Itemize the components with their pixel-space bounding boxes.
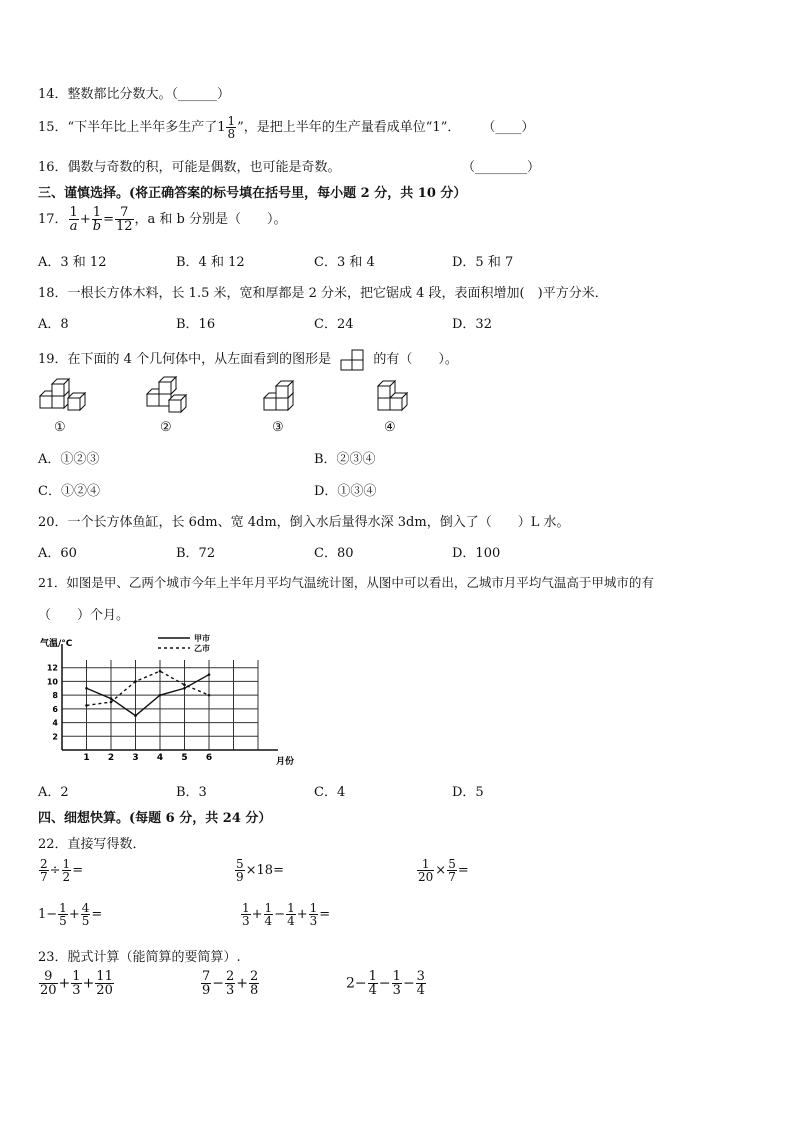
figure-label-3: ③ xyxy=(272,420,284,435)
option-c[interactable]: C．24 xyxy=(314,317,354,332)
answer-blank[interactable]: （____） xyxy=(482,120,535,135)
question-15: 15．“下半年比上半年多生产了1 $\frac{1}{8}$ ”，是把上半年的生产量看成单位“1”． （____） xyxy=(38,114,535,141)
question-21-cont: （ ）个月。 xyxy=(38,608,130,623)
option-a[interactable]: A．①②③ xyxy=(38,452,100,467)
y-tick-label: 2 xyxy=(52,732,58,742)
y-tick-label: 12 xyxy=(46,663,58,673)
legend-label: 乙市 xyxy=(194,644,210,653)
x-tick-label: 1 xyxy=(83,753,90,763)
option-d[interactable]: D．①③④ xyxy=(314,484,377,499)
question-22: 22．直接写得数． xyxy=(38,837,146,852)
solid-figure-4-icon xyxy=(376,380,432,416)
series-line-2 xyxy=(87,671,210,705)
section-title-4: 四、细想快算。(每题 6 分，共 24 分） xyxy=(38,811,272,826)
data-point xyxy=(159,670,162,673)
solid-figure-2-icon xyxy=(145,380,201,416)
y-tick-label: 4 xyxy=(52,718,58,728)
data-point xyxy=(208,694,211,697)
option-c[interactable]: C．4 xyxy=(314,785,346,800)
option-d[interactable]: D．5 xyxy=(452,785,484,800)
answer-blank-16[interactable]: （________） xyxy=(462,160,541,175)
x-tick-label: 4 xyxy=(156,753,164,763)
question-21: 21．如图是甲、乙两个城市今年上半年月平均气温统计图，从图中可以看出，乙城市月平均气温高于甲城市的有 xyxy=(38,575,654,590)
y-tick-label: 6 xyxy=(52,704,58,714)
question-18: 18．一根长方体木料，长 1.5 米，宽和厚都是 2 分米，把它锯成 4 段，表面积增加( )平方分米． xyxy=(38,286,608,301)
expression-23-1: $\frac{9}{20}$ + $\frac{1}{3}$ + $\frac{11}{20}$ xyxy=(40,969,113,998)
data-point xyxy=(183,684,186,687)
y-tick-label: 10 xyxy=(46,677,58,687)
data-point xyxy=(110,697,113,700)
data-point xyxy=(110,701,113,704)
question-19: 19．在下面的 4 个几何体中，从左面看到的图形是 的有（ ）。 xyxy=(38,348,458,371)
expression-23-3: 2− $\frac{1}{4}$ − $\frac{1}{3}$ − $\frac{3}{4}$ xyxy=(346,969,425,998)
option-c[interactable]: C．3 和 4 xyxy=(314,255,375,270)
figure-label-2: ② xyxy=(160,420,172,435)
solid-figure-3-icon xyxy=(262,380,318,416)
option-d[interactable]: D．100 xyxy=(452,546,501,561)
question-14: 14．整数都比分数大。（______） xyxy=(38,87,231,102)
question-16: 16．偶数与奇数的积，可能是偶数，也可能是奇数。 xyxy=(38,160,341,175)
fraction: $\frac{1}{b}$ xyxy=(92,205,102,234)
option-c[interactable]: C．①②④ xyxy=(38,484,100,499)
data-point xyxy=(183,687,186,690)
option-b[interactable]: B．②③④ xyxy=(314,452,376,467)
option-b[interactable]: B．3 xyxy=(176,785,207,800)
question-20: 20．一个长方体鱼缸，长 6dm、宽 4dm，倒入水后量得水深 3dm，倒入了（ ）L 水。 xyxy=(38,515,570,530)
left-view-icon xyxy=(339,349,365,371)
option-b[interactable]: B．16 xyxy=(176,317,216,332)
x-axis-label: 月份 xyxy=(276,757,295,767)
option-c[interactable]: C．80 xyxy=(314,546,354,561)
expression-23-2: $\frac{7}{9}$ − $\frac{2}{3}$ + $\frac{2}{8}$ xyxy=(202,969,259,998)
option-b[interactable]: B．72 xyxy=(176,546,216,561)
question-17: 17． $\frac{1}{a}$ + $\frac{1}{b}$ = $\frac{7}{12}$ ，a 和 b 分别是（ ）。 xyxy=(38,205,287,234)
option-a[interactable]: A．60 xyxy=(38,546,77,561)
question-23: 23．脱式计算（能简算的要简算）. xyxy=(38,950,241,965)
legend-label: 甲市 xyxy=(194,634,210,643)
y-axis-label: 气温/°C xyxy=(40,639,73,649)
data-point xyxy=(134,714,137,717)
mixed-number-whole: 1 xyxy=(217,120,226,135)
figure-label-1: ① xyxy=(54,420,66,435)
x-tick-label: 6 xyxy=(205,753,213,763)
expression-22-3: $\frac{1}{20}$ × $\frac{5}{7}$ = xyxy=(418,857,469,884)
figure-label-4: ④ xyxy=(384,420,396,435)
option-a[interactable]: A．3 和 12 xyxy=(38,255,107,270)
option-d[interactable]: D．5 和 7 xyxy=(452,255,514,270)
expression-22-5: $\frac{1}{3}$ + $\frac{1}{4}$ − $\frac{1}{4}$ + $\frac{1}{3}$ = xyxy=(242,901,331,928)
x-tick-label: 2 xyxy=(107,753,115,763)
section-title-3: 三、谨慎选择。(将正确答案的标号填在括号里，每小题 2 分，共 10 分） xyxy=(38,186,467,201)
option-a[interactable]: A．8 xyxy=(38,317,69,332)
fraction: $\frac{7}{12}$ xyxy=(115,205,133,234)
solid-figure-1-icon xyxy=(38,380,94,416)
expression-22-2: $\frac{5}{9}$ ×18= xyxy=(236,857,284,884)
y-tick-label: 8 xyxy=(52,691,58,701)
fraction: $\frac{1}{a}$ xyxy=(69,205,78,234)
data-point xyxy=(159,694,162,697)
option-a[interactable]: A．2 xyxy=(38,785,69,800)
data-point xyxy=(85,704,88,707)
expression-22-1: $\frac{2}{7}$ ÷ $\frac{1}{2}$ = xyxy=(40,857,84,884)
temperature-line-chart xyxy=(38,632,295,772)
expression-22-4: 1− $\frac{1}{5}$ + $\frac{4}{5}$ = xyxy=(38,901,103,928)
fraction: $\frac{1}{8}$ xyxy=(227,114,236,141)
option-d[interactable]: D．32 xyxy=(452,317,492,332)
data-point xyxy=(208,673,211,676)
option-b[interactable]: B．4 和 12 xyxy=(176,255,245,270)
x-tick-label: 3 xyxy=(132,753,139,763)
x-tick-label: 5 xyxy=(181,753,188,763)
data-point xyxy=(134,680,137,683)
data-point xyxy=(85,687,88,690)
